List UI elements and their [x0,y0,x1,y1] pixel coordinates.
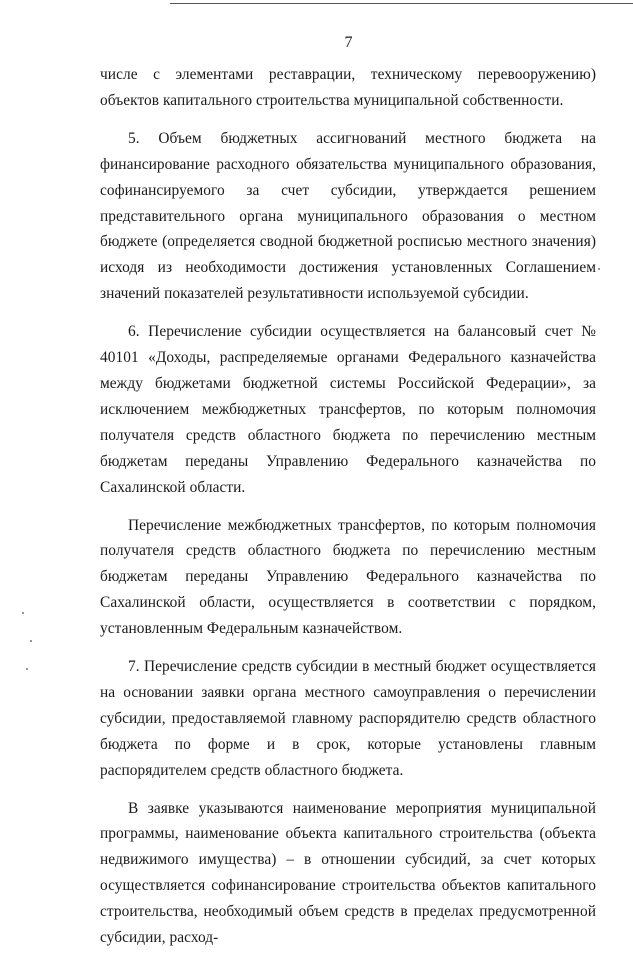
scan-speck [26,668,28,670]
paragraph-application: В заявке указываются наименование мероприятия муниципальной программы, наименование объекта капитального строительства (объекта недвижимого имущества) – в отношении субсидий, за счет которых осуществляется софинансирование строительства объектов капитального строительства, необходимый объем средств в пределах предусмотренной субсидии, расход- [100,799,596,947]
paragraph-item-6: 6. Перечисление субсидии осуществляется на балансовый счет № 40101 «Доходы, распределяемые органами Федерального казначейства между бюджетами бюджетной системы Российской Федерации», за исключением межбюджетных трансфертов, по которым полномочия получателя средств областного бюджета по перечислению местным бюджетам переданы Управлению Федерального казначейства по Сахалинской области. [100,323,596,496]
scan-speck [22,612,24,614]
paragraph-item-5: 5. Объем бюджетных ассигнований местного бюджета на финансирование расходного обязательства муниципального образования, софинансируемого за счет субсидии, утверждается решением представительного органа муниципального образования о местном бюджете (определяется сводной бюджетной росписью местного значения) исходя из необходимости достижения установленных Соглашением значений показателей результативности используемой субсидии. [100,129,596,303]
scan-speck [30,640,32,642]
top-edge-rule [170,3,633,4]
paragraph-item-7: 7. Перечисление средств субсидии в местный бюджет осуществляется на основании заявки органа местного самоуправления о перечислении субсидии, предоставляемой главному распорядителю средств областного бюджета по форме и в срок, которые установлены главным распорядителем средств областного бюджета. [100,658,596,779]
paragraph-transfers: Перечисление межбюджетных трансфертов, по которым полномочия получателя средств областного бюджета по перечислению местным бюджетам переданы Управлению Федерального казначейства по Сахалинской области, осуществляется в соответствии с порядком, установленным Федеральным казначейством. [100,516,596,638]
page-number: 7 [344,34,353,51]
scan-speck [598,268,600,270]
document-body [100,62,596,963]
paragraph-continuation: числе с элементами реставрации, техническому перевооружению) объектов капитального строительства муниципальной собственности. [100,66,596,109]
